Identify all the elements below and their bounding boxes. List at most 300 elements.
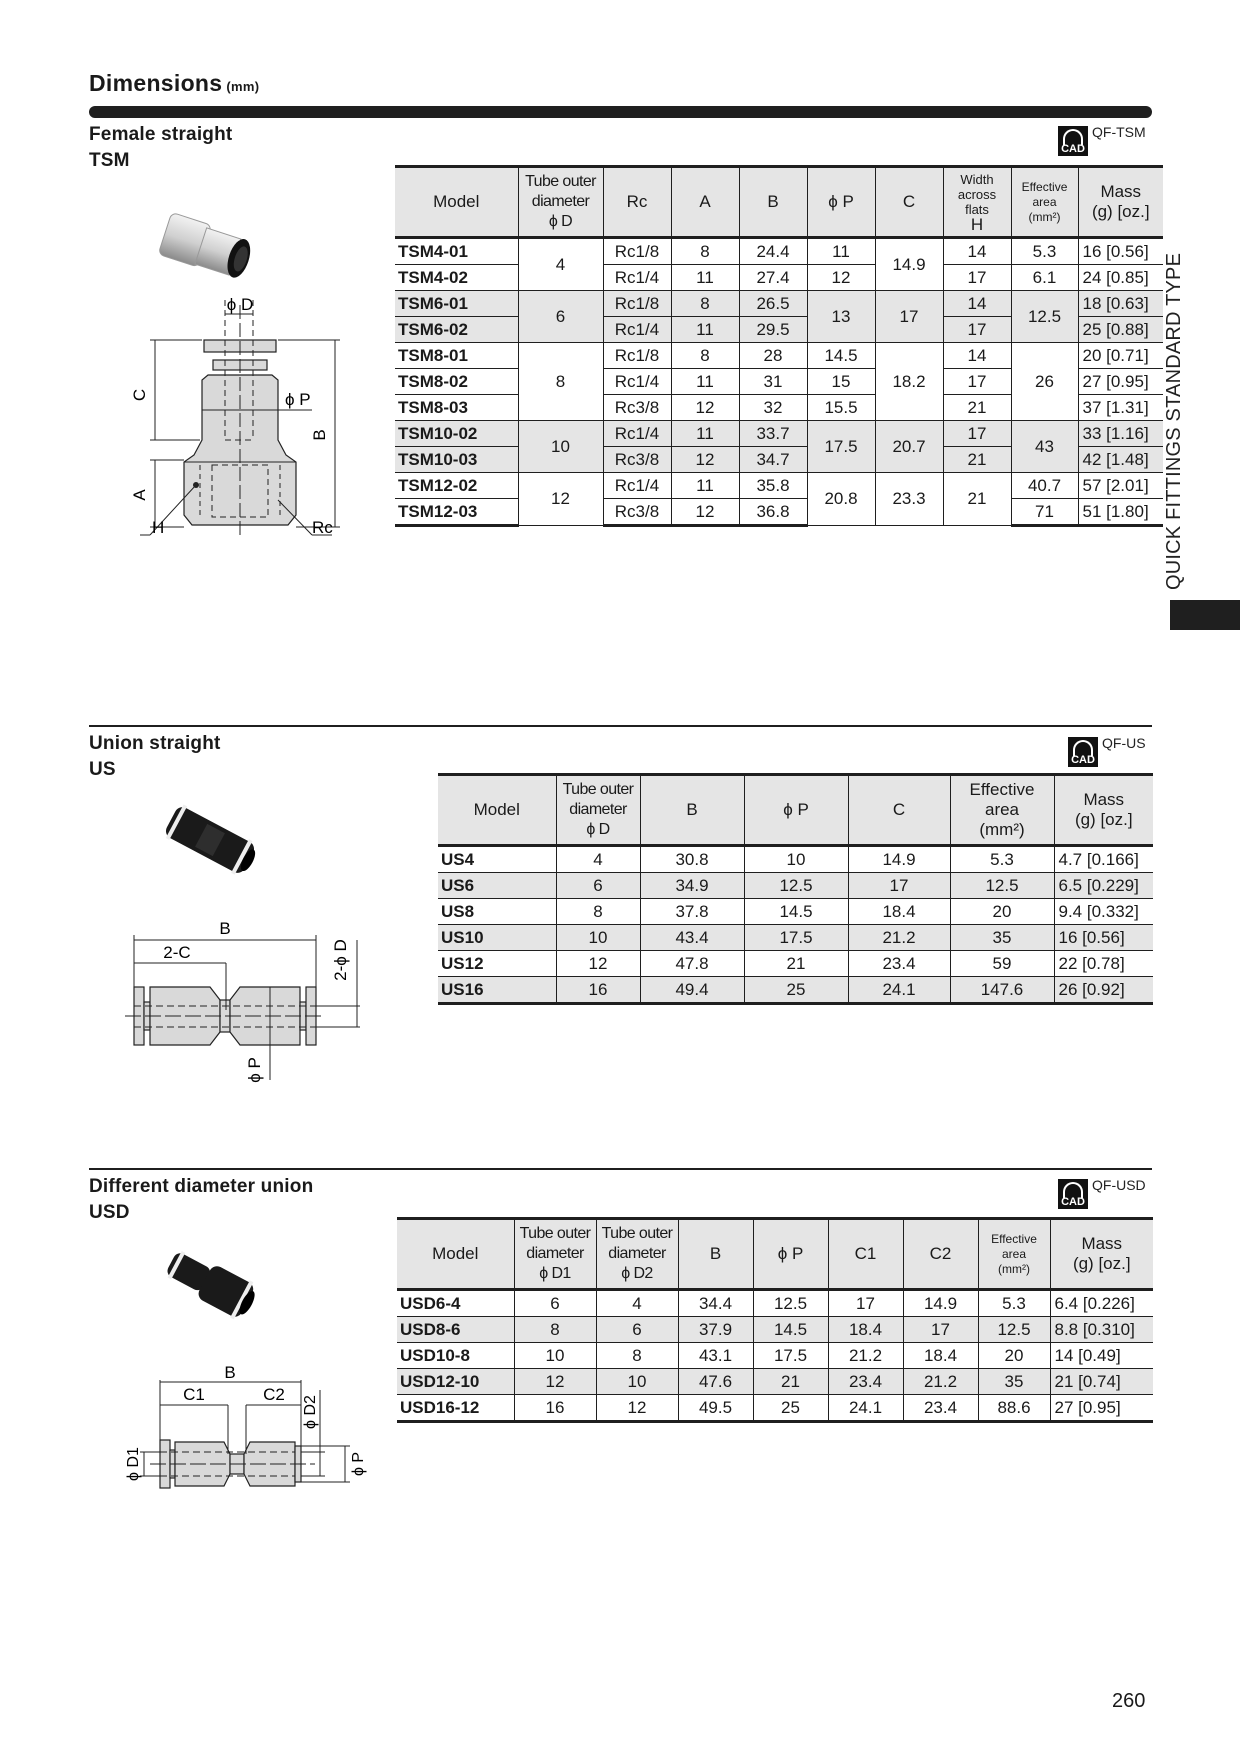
table-cell: 4 [518, 238, 603, 291]
cell-d2: 6 [596, 1317, 678, 1343]
text-fragment: Mass [1083, 790, 1125, 809]
cell-model: USD8-6 [397, 1317, 514, 1343]
cell-d1: 16 [514, 1395, 596, 1422]
section-code: USD [89, 1202, 130, 1223]
cell-mass: 6.5 [0.229] [1054, 873, 1153, 899]
text-fragment: ϕ D [586, 821, 610, 838]
table-cell: 11 [671, 317, 739, 343]
table-cell: 17 [943, 369, 1011, 395]
table-cell: Rc1/4 [603, 421, 671, 447]
col-header-c1: C1 [828, 1219, 903, 1290]
table-cell: 37 [1.31] [1078, 395, 1163, 421]
table-cell: 14.9 [875, 238, 943, 291]
text-fragment: diameter [608, 1245, 666, 1262]
cell-model: USD12-10 [397, 1369, 514, 1395]
table-row [438, 977, 1153, 1004]
table-cell: 15.5 [807, 395, 875, 421]
cell-p: 21 [744, 951, 848, 977]
section-name: Union straight [89, 733, 221, 754]
cell-p: 14.5 [744, 899, 848, 925]
cad-download-us[interactable] [1068, 737, 1146, 767]
table-cell: 32 [739, 395, 807, 421]
cell-mass: 21 [0.74] [1050, 1369, 1153, 1395]
text-fragment: ϕ D2 [621, 1265, 653, 1282]
table-cell: 27 [0.95] [1078, 369, 1163, 395]
table-cell: 40.7 [1011, 473, 1078, 499]
cell-model: US6 [438, 873, 556, 899]
section-code: US [89, 759, 116, 780]
table-cell: TSM6-02 [395, 317, 518, 343]
page-title-unit: (mm) [226, 79, 260, 94]
table-cell: TSM4-01 [395, 238, 518, 265]
cell-c1: 21.2 [828, 1343, 903, 1369]
cell-p: 14.5 [753, 1317, 828, 1343]
col-header-b: B [640, 775, 744, 846]
table-cell: 26.5 [739, 291, 807, 317]
cell-mass: 8.8 [0.310] [1050, 1317, 1153, 1343]
cell-b: 47.8 [640, 951, 744, 977]
table-cell: TSM4-02 [395, 265, 518, 291]
col-header-mass [1054, 775, 1153, 846]
text-fragment: area [1032, 194, 1057, 209]
text-fragment: (g) [oz.] [1072, 1254, 1131, 1273]
table-cell: 12 [518, 473, 603, 526]
col-header-p: ϕ P [744, 775, 848, 846]
table-cell: 14 [943, 291, 1011, 317]
cell-model: US10 [438, 925, 556, 951]
section-name: Female straight [89, 124, 233, 145]
col-header-mass [1078, 167, 1163, 238]
text-fragment: Tube outer [525, 173, 596, 190]
label-c: C [130, 388, 149, 402]
table-cell: 20 [0.71] [1078, 343, 1163, 369]
col-header-tube-d1 [514, 1219, 596, 1290]
table-cell: 18.2 [875, 343, 943, 421]
table-row [438, 925, 1153, 951]
cell-p: 10 [744, 846, 848, 873]
cell-c1: 24.1 [828, 1395, 903, 1422]
cell-p: 21 [753, 1369, 828, 1395]
cell-model: US8 [438, 899, 556, 925]
cell-d: 8 [556, 899, 640, 925]
table-cell: TSM10-03 [395, 447, 518, 473]
table-cell: 24 [0.85] [1078, 265, 1163, 291]
cell-c: 21.2 [848, 925, 950, 951]
col-header-rc: Rc [603, 167, 671, 238]
cell-d1: 6 [514, 1290, 596, 1317]
table-cell: 11 [671, 369, 739, 395]
label-p: ϕ P [245, 1057, 264, 1083]
table-cell: 51 [1.80] [1078, 499, 1163, 526]
col-header-p: ϕ P [807, 167, 875, 238]
table-cell: 43 [1011, 421, 1078, 473]
cell-b: 47.6 [678, 1369, 753, 1395]
table-cell: 57 [2.01] [1078, 473, 1163, 499]
cell-area: 20 [950, 899, 1054, 925]
cell-b: 30.8 [640, 846, 744, 873]
text-fragment: (mm²) [1028, 209, 1061, 224]
page-title [89, 70, 259, 97]
cell-b: 49.4 [640, 977, 744, 1004]
table-cell: 8 [671, 291, 739, 317]
table-cell: 27.4 [739, 265, 807, 291]
text-fragment: Effective [969, 780, 1035, 799]
cell-mass: 27 [0.95] [1050, 1395, 1153, 1422]
product-photo-usd [160, 1248, 260, 1318]
text-fragment: area [984, 800, 1020, 819]
table-row [397, 1395, 1153, 1422]
table-row [397, 1317, 1153, 1343]
table-cell: 26 [1011, 343, 1078, 421]
label-c2: C2 [263, 1385, 285, 1404]
page-number: 260 [1112, 1690, 1146, 1712]
table-cell: 21 [943, 447, 1011, 473]
table-cell: 71 [1011, 499, 1078, 526]
table-row [395, 238, 1163, 265]
table-cell: 11 [671, 473, 739, 499]
table-cell: TSM10-02 [395, 421, 518, 447]
table-cell: 17.5 [807, 421, 875, 473]
cell-c2: 23.4 [903, 1395, 978, 1422]
cell-area: 88.6 [978, 1395, 1050, 1422]
table-cell: 17 [943, 317, 1011, 343]
cell-mass: 14 [0.49] [1050, 1343, 1153, 1369]
cell-mass: 22 [0.78] [1054, 951, 1153, 977]
text-fragment: (mm²) [979, 820, 1025, 839]
table-cell: 35.8 [739, 473, 807, 499]
section-name: Different diameter union [89, 1176, 314, 1197]
table-row [438, 846, 1153, 873]
cell-d1: 12 [514, 1369, 596, 1395]
table-cell: 8 [518, 343, 603, 421]
cell-area: 35 [978, 1369, 1050, 1395]
section-title-us [89, 731, 221, 783]
cell-p: 12.5 [744, 873, 848, 899]
text-fragment: Tube outer [519, 1225, 591, 1242]
cad-icon [1058, 126, 1088, 156]
table-cell: 12 [671, 447, 739, 473]
table-row [438, 951, 1153, 977]
table-cell: 14 [943, 238, 1011, 265]
label-p: ϕ P [350, 1451, 367, 1477]
col-header-a: A [671, 167, 739, 238]
col-header-area [950, 775, 1054, 846]
cell-mass: 9.4 [0.332] [1054, 899, 1153, 925]
table-cell: 42 [1.48] [1078, 447, 1163, 473]
col-header-p: ϕ P [753, 1219, 828, 1290]
dimension-diagram-usd [120, 1363, 370, 1510]
text-fragment: H [970, 214, 984, 234]
text-fragment: Mass [1100, 182, 1142, 201]
cad-code: QF-TSM [1092, 124, 1146, 140]
cell-mass: 6.4 [0.226] [1050, 1290, 1153, 1317]
col-header-tube-d [556, 775, 640, 846]
cell-c: 17 [848, 873, 950, 899]
cell-p: 12.5 [753, 1290, 828, 1317]
text-fragment: (mm²) [998, 1261, 1030, 1276]
label-p: ϕ P [285, 390, 311, 409]
text-fragment: diameter [569, 801, 627, 818]
label-a: A [130, 489, 149, 501]
cell-area: 35 [950, 925, 1054, 951]
cell-c2: 21.2 [903, 1369, 978, 1395]
col-header-area [1011, 167, 1078, 238]
cell-model: US12 [438, 951, 556, 977]
cell-c1: 18.4 [828, 1317, 903, 1343]
text-fragment: Tube outer [601, 1225, 673, 1242]
table-row [397, 1290, 1153, 1317]
label-d: ϕ D [226, 295, 254, 314]
cell-b: 43.1 [678, 1343, 753, 1369]
cell-b: 34.9 [640, 873, 744, 899]
cell-area: 12.5 [950, 873, 1054, 899]
table-cell: Rc3/8 [603, 395, 671, 421]
table-row [397, 1343, 1153, 1369]
cell-area: 20 [978, 1343, 1050, 1369]
section-title-tsm [89, 122, 232, 174]
table-cell: 28 [739, 343, 807, 369]
col-header-tube-d [518, 167, 603, 238]
text-fragment: diameter [526, 1245, 584, 1262]
cell-d: 6 [556, 873, 640, 899]
cell-c: 23.4 [848, 951, 950, 977]
cell-d: 16 [556, 977, 640, 1004]
table-cell: 5.3 [1011, 238, 1078, 265]
col-header-model: Model [395, 167, 518, 238]
spec-table-usd [397, 1217, 1153, 1423]
cad-code: QF-USD [1092, 1177, 1146, 1193]
table-cell: TSM8-03 [395, 395, 518, 421]
cell-d1: 10 [514, 1343, 596, 1369]
table-cell: TSM8-02 [395, 369, 518, 395]
cell-c: 18.4 [848, 899, 950, 925]
spec-table-us [438, 773, 1153, 1005]
table-cell: 21 [943, 395, 1011, 421]
section-divider [89, 725, 1152, 727]
table-cell: 12.5 [1011, 291, 1078, 343]
text-fragment: ϕ D [548, 213, 573, 230]
table-cell: 8 [671, 343, 739, 369]
cell-c: 14.9 [848, 846, 950, 873]
table-row [395, 291, 1163, 317]
table-cell: 31 [739, 369, 807, 395]
col-header-model: Model [438, 775, 556, 846]
table-cell: 17 [943, 265, 1011, 291]
side-tab-label: QUICK FITTINGS STANDARD TYPE [1163, 252, 1185, 590]
cad-icon [1058, 1179, 1088, 1209]
cell-p: 25 [753, 1395, 828, 1422]
table-cell: 6 [518, 291, 603, 343]
table-cell: 33 [1.16] [1078, 421, 1163, 447]
cell-d2: 8 [596, 1343, 678, 1369]
table-cell: 12 [671, 499, 739, 526]
cell-p: 25 [744, 977, 848, 1004]
table-cell: 10 [518, 421, 603, 473]
table-cell: 11 [807, 238, 875, 265]
table-row [395, 421, 1163, 447]
label-b: B [219, 919, 231, 938]
table-cell: Rc1/4 [603, 265, 671, 291]
cell-model: USD16-12 [397, 1395, 514, 1422]
table-cell: 17 [875, 291, 943, 343]
label-d2: ϕ D2 [302, 1395, 319, 1429]
table-cell: 34.7 [739, 447, 807, 473]
text-fragment: Tube outer [562, 781, 634, 798]
table-row [438, 873, 1153, 899]
cell-c1: 17 [828, 1290, 903, 1317]
product-photo-us [160, 805, 260, 875]
cell-d: 10 [556, 925, 640, 951]
cad-download-tsm[interactable] [1058, 126, 1146, 156]
cell-model: USD10-8 [397, 1343, 514, 1369]
cell-model: USD6-4 [397, 1290, 514, 1317]
cell-c2: 17 [903, 1317, 978, 1343]
table-row [395, 499, 1163, 526]
section-title-usd [89, 1174, 313, 1226]
cell-c1: 23.4 [828, 1369, 903, 1395]
cell-area: 59 [950, 951, 1054, 977]
table-cell: 20.8 [807, 473, 875, 526]
table-cell: 11 [671, 265, 739, 291]
table-cell: 8 [671, 238, 739, 265]
table-cell: 21 [943, 473, 1011, 526]
cad-code: QF-US [1102, 735, 1146, 751]
side-tab-block [1170, 600, 1240, 630]
cell-area: 12.5 [978, 1317, 1050, 1343]
cell-b: 37.9 [678, 1317, 753, 1343]
section-code: TSM [89, 150, 130, 171]
cell-b: 37.8 [640, 899, 744, 925]
label-b: B [224, 1363, 236, 1382]
text-fragment: Effective [1021, 179, 1068, 194]
table-cell: 12 [807, 265, 875, 291]
label-d1: ϕ D1 [125, 1447, 142, 1481]
table-cell: Rc1/8 [603, 238, 671, 265]
cell-mass: 4.7 [0.166] [1054, 846, 1153, 873]
table-cell: 11 [671, 421, 739, 447]
table-cell: 6.1 [1011, 265, 1078, 291]
table-cell: 14.5 [807, 343, 875, 369]
table-cell: Rc1/4 [603, 317, 671, 343]
cell-mass: 16 [0.56] [1054, 925, 1153, 951]
text-fragment: area [1001, 1246, 1027, 1261]
text-fragment: CAD [1061, 143, 1085, 155]
page-title-text: Dimensions [89, 70, 223, 96]
dimension-diagram-us [120, 910, 370, 1090]
label-c1: C1 [183, 1385, 205, 1404]
table-cell: 17 [943, 421, 1011, 447]
cell-p: 17.5 [753, 1343, 828, 1369]
cad-download-usd[interactable] [1058, 1179, 1146, 1209]
table-cell: 12 [671, 395, 739, 421]
cell-d: 12 [556, 951, 640, 977]
table-cell: TSM12-03 [395, 499, 518, 526]
table-cell: 36.8 [739, 499, 807, 526]
col-header-tube-d2 [596, 1219, 678, 1290]
product-photo-tsm [150, 200, 270, 300]
text-fragment: (g) [oz.] [1074, 810, 1133, 829]
text-fragment: ϕ D1 [539, 1265, 571, 1282]
label-2d: 2-ϕ D [331, 939, 350, 981]
text-fragment: flats [965, 201, 989, 217]
title-rule [89, 106, 1152, 118]
table-cell: TSM12-02 [395, 473, 518, 499]
cell-area: 147.6 [950, 977, 1054, 1004]
col-header-model: Model [397, 1219, 514, 1290]
cell-d1: 8 [514, 1317, 596, 1343]
table-cell: 16 [0.56] [1078, 238, 1163, 265]
text-fragment: (g) [oz.] [1091, 202, 1150, 221]
table-cell: Rc3/8 [603, 499, 671, 526]
table-row [395, 265, 1163, 291]
text-fragment: Effective [991, 1231, 1037, 1246]
col-header-c: C [848, 775, 950, 846]
cell-d2: 10 [596, 1369, 678, 1395]
table-cell: Rc1/4 [603, 473, 671, 499]
col-header-b: B [739, 167, 807, 238]
cell-d2: 12 [596, 1395, 678, 1422]
table-cell: 33.7 [739, 421, 807, 447]
text-fragment: Mass [1081, 1234, 1123, 1253]
table-cell: Rc1/8 [603, 291, 671, 317]
table-cell: 18 [0.63] [1078, 291, 1163, 317]
table-row [395, 343, 1163, 369]
table-cell: 24.4 [739, 238, 807, 265]
text-fragment: across [957, 186, 997, 202]
cell-model: US4 [438, 846, 556, 873]
dimension-diagram-tsm [100, 295, 400, 590]
table-cell: 20.7 [875, 421, 943, 473]
table-row [395, 473, 1163, 499]
text-fragment: CAD [1061, 1196, 1085, 1208]
table-cell: 14 [943, 343, 1011, 369]
col-header-mass [1050, 1219, 1153, 1290]
label-rc: Rc [312, 518, 333, 537]
cell-p: 17.5 [744, 925, 848, 951]
cell-mass: 26 [0.92] [1054, 977, 1153, 1004]
table-cell: 13 [807, 291, 875, 343]
cad-icon [1068, 737, 1098, 767]
cell-d: 4 [556, 846, 640, 873]
table-cell: Rc3/8 [603, 447, 671, 473]
label-b: B [310, 429, 329, 441]
label-h: H [152, 518, 165, 537]
cell-b: 43.4 [640, 925, 744, 951]
spec-table-tsm [395, 165, 1163, 527]
table-row [438, 899, 1153, 925]
cell-c2: 14.9 [903, 1290, 978, 1317]
cell-d2: 4 [596, 1290, 678, 1317]
table-row [397, 1369, 1153, 1395]
label-2c: 2-C [163, 943, 191, 962]
table-cell: 15 [807, 369, 875, 395]
section-divider [89, 1168, 1152, 1170]
col-header-c2: C2 [903, 1219, 978, 1290]
col-header-c: C [875, 167, 943, 238]
col-header-b: B [678, 1219, 753, 1290]
cell-b: 34.4 [678, 1290, 753, 1317]
table-cell: 29.5 [739, 317, 807, 343]
table-cell: TSM8-01 [395, 343, 518, 369]
cell-c: 24.1 [848, 977, 950, 1004]
cell-c2: 18.4 [903, 1343, 978, 1369]
table-cell: Rc1/4 [603, 369, 671, 395]
cell-b: 49.5 [678, 1395, 753, 1422]
table-cell: Rc1/8 [603, 343, 671, 369]
col-header-area [978, 1219, 1050, 1290]
cell-model: US16 [438, 977, 556, 1004]
table-cell: 25 [0.88] [1078, 317, 1163, 343]
